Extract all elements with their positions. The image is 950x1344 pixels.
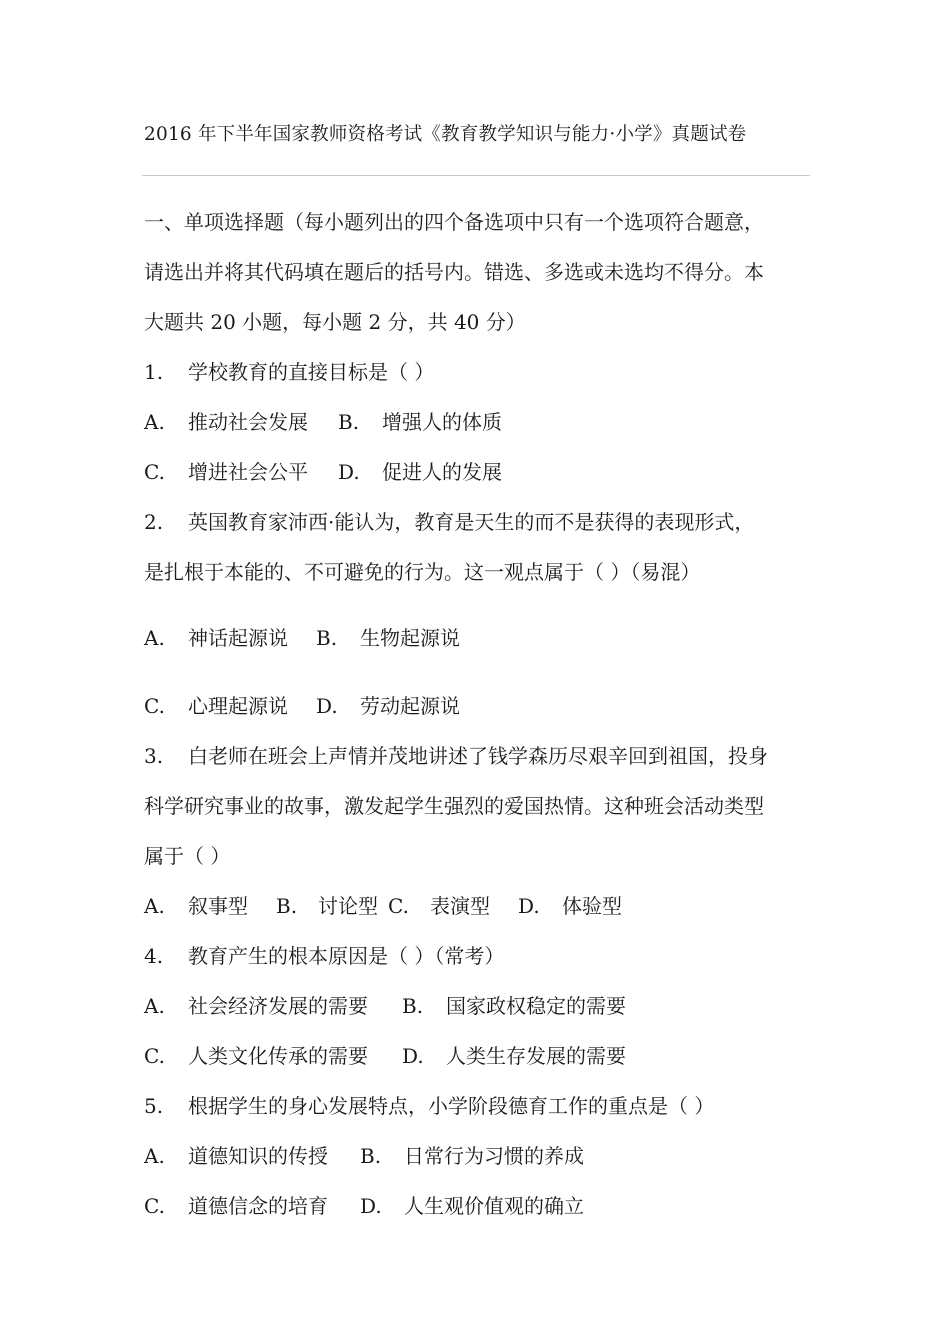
question-3-stem-cont-2: 属于（ ） xyxy=(144,844,231,868)
option-text: 社会经济发展的需要 xyxy=(188,994,368,1018)
question-2-stem-cont: 是扎根于本能的、不可避免的行为。这一观点属于（ ）（易混） xyxy=(144,560,701,584)
question-number: 5. xyxy=(144,1094,164,1118)
question-number: 2. xyxy=(144,510,164,534)
option-text: 日常行为习惯的养成 xyxy=(404,1144,584,1168)
question-text: 根据学生的身心发展特点，小学阶段德育工作的重点是（ ） xyxy=(188,1094,715,1118)
title-divider xyxy=(142,175,810,176)
option-text: 人类生存发展的需要 xyxy=(446,1044,626,1068)
question-text: 白老师在班会上声情并茂地讲述了钱学森历尽艰辛回到祖国，投身 xyxy=(188,744,768,768)
option-label: C. xyxy=(144,1194,165,1218)
section-heading-line-2: 请选出并将其代码填在题后的括号内。错选、多选或未选均不得分。本 xyxy=(144,260,764,284)
option-label: C. xyxy=(144,460,165,484)
option-text: 表演型 xyxy=(430,894,490,918)
option-label: C. xyxy=(144,1044,165,1068)
question-1-options-row-2 xyxy=(144,458,502,486)
option-label: B. xyxy=(338,410,360,434)
option-text: 增强人的体质 xyxy=(382,410,502,434)
question-1-stem xyxy=(144,358,434,386)
option-label: D. xyxy=(338,460,360,484)
question-2-options-row-1 xyxy=(144,624,460,652)
option-label: B. xyxy=(402,994,424,1018)
question-2-stem xyxy=(144,508,754,536)
question-text: 学校教育的直接目标是（ ） xyxy=(188,360,435,384)
option-label: A. xyxy=(144,1144,165,1168)
option-label: A. xyxy=(144,894,165,918)
option-text: 生物起源说 xyxy=(360,626,460,650)
question-4-options-row-1 xyxy=(144,992,626,1020)
question-5-options-row-2 xyxy=(144,1192,584,1220)
option-text: 劳动起源说 xyxy=(360,694,460,718)
section-heading-line-3: 大题共 20 小题，每小题 2 分，共 40 分） xyxy=(144,310,526,334)
option-text: 讨论型 xyxy=(318,894,378,918)
option-label: A. xyxy=(144,410,165,434)
option-text: 道德知识的传授 xyxy=(188,1144,328,1168)
option-label: A. xyxy=(144,994,165,1018)
section-heading-line-1: 一、单项选择题（每小题列出的四个备选项中只有一个选项符合题意， xyxy=(144,210,764,234)
question-2-options-row-2 xyxy=(144,692,460,720)
question-4-options-row-2 xyxy=(144,1042,626,1070)
option-text: 心理起源说 xyxy=(188,694,288,718)
question-4-stem xyxy=(144,942,504,970)
option-label: C. xyxy=(144,694,165,718)
question-1-options-row-1 xyxy=(144,408,502,436)
option-text: 人生观价值观的确立 xyxy=(404,1194,584,1218)
option-label: D. xyxy=(402,1044,424,1068)
option-label: D. xyxy=(316,694,338,718)
option-text: 道德信念的培育 xyxy=(188,1194,328,1218)
question-3-stem xyxy=(144,742,768,770)
option-label: A. xyxy=(144,626,165,650)
option-text: 神话起源说 xyxy=(188,626,288,650)
option-label: C. xyxy=(388,894,409,918)
option-label: D. xyxy=(360,1194,382,1218)
document-title: 2016 年下半年国家教师资格考试《教育教学知识与能力·小学》真题试卷 xyxy=(144,124,747,145)
option-label: B. xyxy=(276,894,298,918)
question-text: 英国教育家沛西·能认为，教育是天生的而不是获得的表现形式， xyxy=(188,510,755,534)
question-number: 1. xyxy=(144,360,164,384)
option-text: 人类文化传承的需要 xyxy=(188,1044,368,1068)
question-number: 3. xyxy=(144,744,164,768)
option-text: 叙事型 xyxy=(188,894,248,918)
question-text: 教育产生的根本原因是（ ）（常考） xyxy=(188,944,505,968)
option-text: 增进社会公平 xyxy=(188,460,308,484)
option-text: 国家政权稳定的需要 xyxy=(446,994,626,1018)
option-text: 体验型 xyxy=(562,894,622,918)
option-text: 促进人的发展 xyxy=(382,460,502,484)
question-number: 4. xyxy=(144,944,164,968)
option-label: D. xyxy=(518,894,540,918)
question-3-stem-cont-1: 科学研究事业的故事，激发起学生强烈的爱国热情。这种班会活动类型 xyxy=(144,794,764,818)
option-text: 推动社会发展 xyxy=(188,410,308,434)
question-3-options-row xyxy=(144,892,622,920)
question-5-options-row-1 xyxy=(144,1142,584,1170)
option-label: B. xyxy=(360,1144,382,1168)
option-label: B. xyxy=(316,626,338,650)
question-5-stem xyxy=(144,1092,714,1120)
